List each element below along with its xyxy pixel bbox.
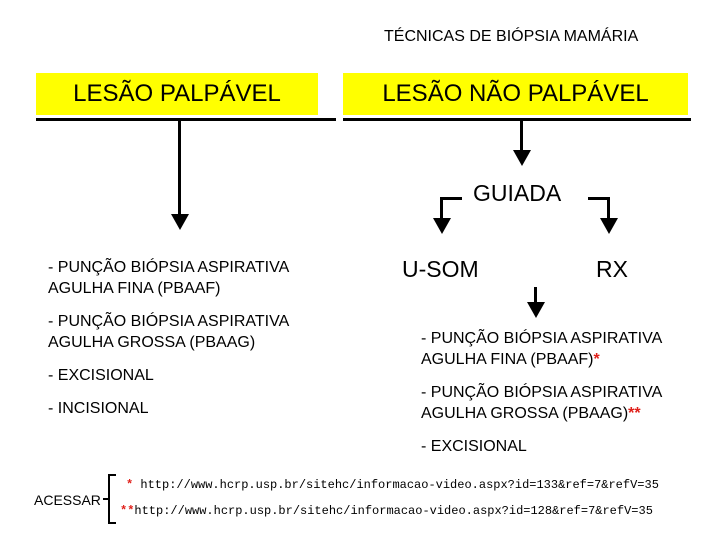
usom-bracket-shaft [440,197,443,219]
left-item-2-line-1: - PUNÇÃO BIÓPSIA ASPIRATIVA [48,313,290,330]
link-2[interactable] [120,504,653,518]
right-arrow-shaft [520,120,523,152]
right-item-1-text: AGULHA FINA (PBAAF) [421,351,594,368]
right-arrow-head [513,150,531,166]
link-1-asterisk: * [126,478,134,492]
left-box-label: LESÃO PALPÁVEL [73,80,281,107]
right-item-1-line-1: - PUNÇÃO BIÓPSIA ASPIRATIVA [421,330,663,347]
right-item-1-line-2 [421,350,600,371]
access-label: ACESSAR [34,492,101,508]
left-item-4: - INCISIONAL [48,400,149,417]
access-bracket-bottom [108,522,116,524]
rx-arrow-head [600,218,618,234]
rx-bracket-shaft [607,197,610,219]
asterisk-2: ** [628,405,641,422]
left-divider-line [36,118,336,121]
right-box-label: LESÃO NÃO PALPÁVEL [382,80,649,107]
usom-arrow-head [433,218,451,234]
asterisk-1: * [593,351,600,368]
link-1[interactable] [126,478,659,492]
usom-label: U-SOM [402,256,479,282]
right-item-2-line-2 [421,404,641,425]
left-item-1-line-1: - PUNÇÃO BIÓPSIA ASPIRATIVA [48,259,290,276]
right-divider-line [343,118,691,121]
link-1-url[interactable]: http://www.hcrp.usp.br/sitehc/informacao-video.aspx?id=133&ref=7&refV=35 [140,478,659,492]
page-title: TÉCNICAS DE BIÓPSIA MAMÁRIA [384,28,639,45]
rx-label: RX [596,256,628,282]
left-item-2-line-2: AGULHA GROSSA (PBAAG) [48,334,256,351]
left-box [36,73,318,115]
link-2-url[interactable]: http://www.hcrp.usp.br/sitehc/informacao-video.aspx?id=128&ref=7&refV=35 [134,504,653,518]
guided-label: GUIADA [473,180,562,206]
left-arrow-shaft [178,120,181,216]
usom-down-head [527,302,545,318]
right-item-2-line-1: - PUNÇÃO BIÓPSIA ASPIRATIVA [421,384,663,401]
right-item-2-text: AGULHA GROSSA (PBAAG) [421,405,629,422]
usom-bracket-top [440,197,462,200]
right-box [343,73,688,115]
right-item-3: - EXCISIONAL [421,438,527,455]
left-item-1-line-2: AGULHA FINA (PBAAF) [48,280,221,297]
left-item-3: - EXCISIONAL [48,367,154,384]
link-2-asterisk: ** [120,504,135,518]
access-bracket-tick [103,498,109,500]
left-arrow-head [171,214,189,230]
